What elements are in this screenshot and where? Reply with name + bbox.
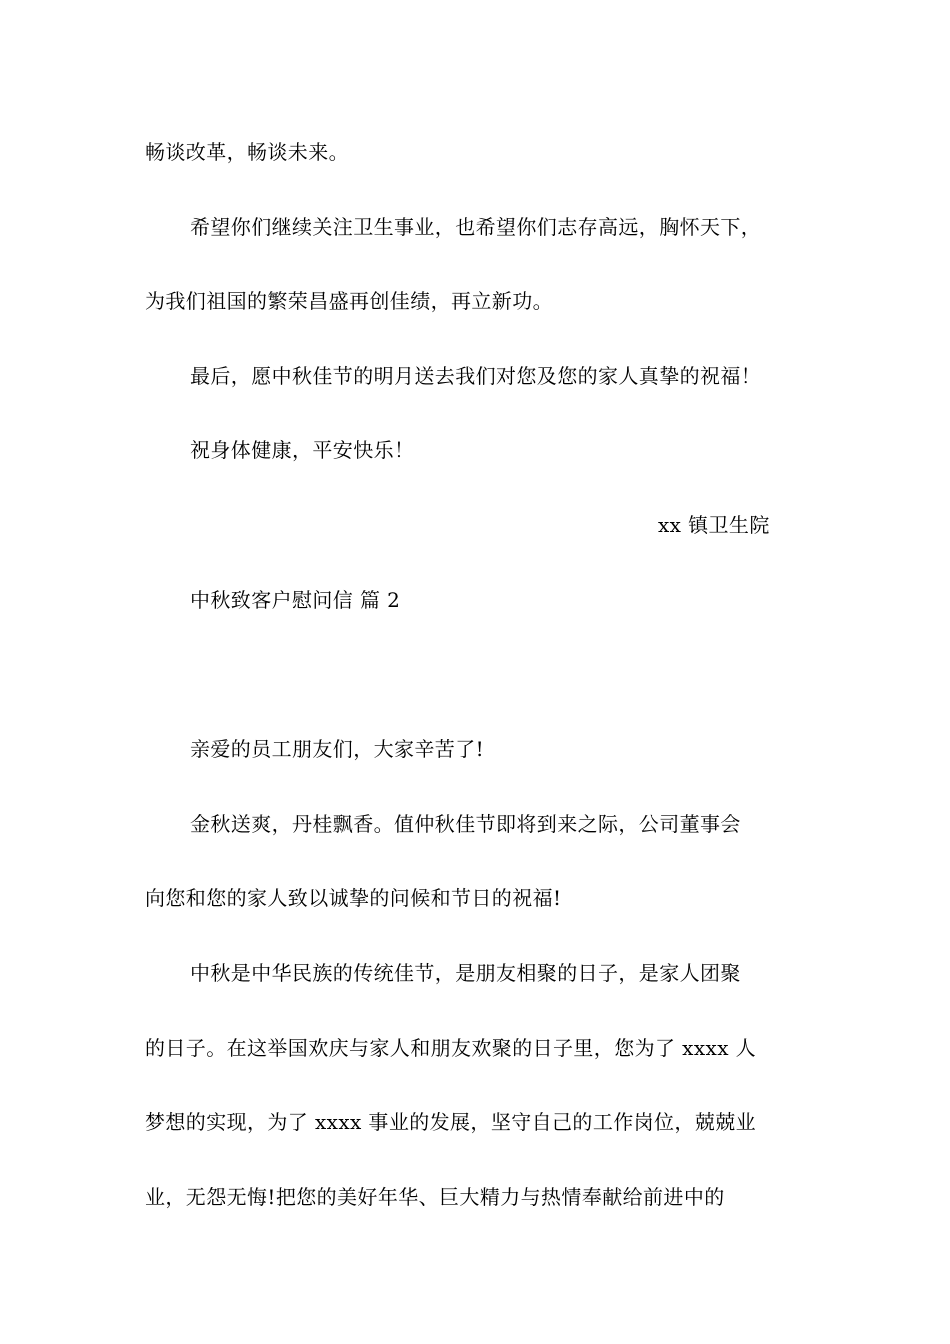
paragraph-line-2: 希望你们继续关注卫生事业，也希望你们志存高远，胸怀天下， (190, 215, 762, 239)
paragraph-line-6: 金秋送爽，丹桂飘香。值仲秋佳节即将到来之际，公司董事会 (190, 812, 741, 836)
paragraph-line-1: 畅谈改革，畅谈未来。 (145, 140, 349, 164)
paragraph-line-9: 的日子。在这举国欢庆与家人和朋友欢聚的日子里，您为了 xxxx 人 (145, 1036, 757, 1060)
paragraph-line-5: 祝身体健康，平安快乐！ (190, 438, 415, 462)
paragraph-line-11: 业，无怨无悔!把您的美好年华、巨大精力与热情奉献给前进中的 (145, 1185, 725, 1209)
signature-line: xx 镇卫生院 (658, 513, 770, 537)
paragraph-line-3: 为我们祖国的繁荣昌盛再创佳绩，再立新功。 (145, 289, 553, 313)
section-heading: 中秋致客户慰问信 篇 2 (190, 588, 401, 612)
paragraph-line-7: 向您和您的家人致以诚挚的问候和节日的祝福! (145, 886, 562, 910)
paragraph-line-10: 梦想的实现，为了 xxxx 事业的发展，坚守自己的工作岗位，兢兢业 (145, 1110, 757, 1134)
paragraph-line-4: 最后，愿中秋佳节的明月送去我们对您及您的家人真挚的祝福！ (190, 364, 762, 388)
greeting-line: 亲爱的员工朋友们，大家辛苦了! (190, 737, 485, 761)
paragraph-line-8: 中秋是中华民族的传统佳节，是朋友相聚的日子，是家人团聚 (190, 961, 741, 985)
